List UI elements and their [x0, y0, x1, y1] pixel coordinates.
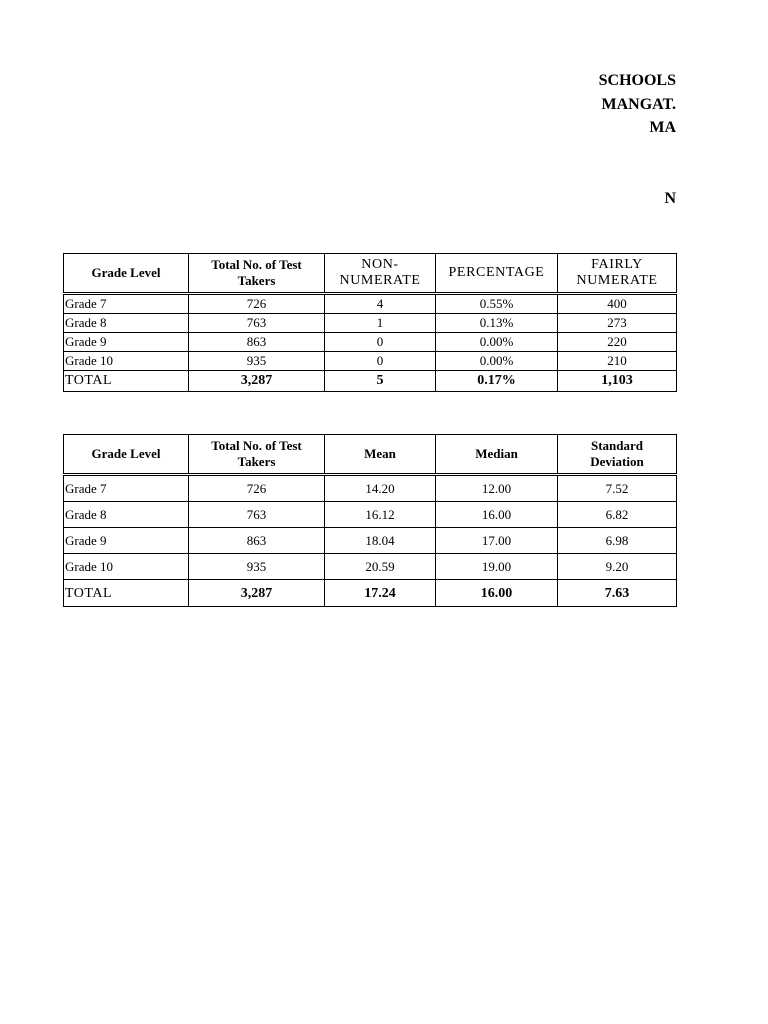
col-header-grade-level: Grade Level — [64, 435, 189, 475]
table-cell: 210 — [558, 352, 677, 371]
score-statistics-table — [63, 434, 677, 607]
header-line-1: SCHOOLS — [598, 72, 676, 89]
table-row — [64, 528, 677, 554]
table-cell: 863 — [189, 333, 325, 352]
table-cell: Grade 7 — [64, 475, 189, 502]
table-row — [64, 475, 677, 502]
col-header-percentage: PERCENTAGE — [436, 254, 558, 294]
table-cell: 17.00 — [436, 528, 558, 554]
total-row — [64, 371, 677, 392]
col-header-test-takers — [189, 435, 325, 475]
table-row — [64, 314, 677, 333]
total-cell: 1,103 — [558, 371, 677, 392]
table-cell: 763 — [189, 314, 325, 333]
header-line-4: N — [664, 190, 676, 207]
total-cell: 5 — [325, 371, 436, 392]
table-cell: 4 — [325, 294, 436, 314]
col-header-fairly-numerate — [558, 254, 677, 294]
table-row — [64, 333, 677, 352]
total-cell: 0.17% — [436, 371, 558, 392]
total-cell: 7.63 — [558, 580, 677, 607]
table-cell: 763 — [189, 502, 325, 528]
table-cell: Grade 8 — [64, 314, 189, 333]
table-cell: 19.00 — [436, 554, 558, 580]
table-cell: 0.13% — [436, 314, 558, 333]
table-cell: Grade 10 — [64, 352, 189, 371]
total-row — [64, 580, 677, 607]
table-cell: 9.20 — [558, 554, 677, 580]
col-header-test-takers — [189, 254, 325, 294]
table-header-row — [64, 435, 677, 475]
table-cell: Grade 9 — [64, 333, 189, 352]
col-header-standard-deviation — [558, 435, 677, 475]
table-cell: 12.00 — [436, 475, 558, 502]
table-cell: 0 — [325, 333, 436, 352]
table-cell: 1 — [325, 314, 436, 333]
table-cell: 726 — [189, 294, 325, 314]
table-cell: Grade 8 — [64, 502, 189, 528]
col-header-median: Median — [436, 435, 558, 475]
table-cell: 935 — [189, 554, 325, 580]
total-cell: 17.24 — [325, 580, 436, 607]
table-cell: 0.00% — [436, 333, 558, 352]
table-cell: 0.55% — [436, 294, 558, 314]
total-cell: 16.00 — [436, 580, 558, 607]
total-cell: 3,287 — [189, 580, 325, 607]
table-row — [64, 502, 677, 528]
table-cell: 220 — [558, 333, 677, 352]
table-cell: 18.04 — [325, 528, 436, 554]
table-row — [64, 294, 677, 314]
col-header-line: NON- — [361, 257, 399, 272]
table-cell: Grade 9 — [64, 528, 189, 554]
table-cell: Grade 10 — [64, 554, 189, 580]
table-cell: 0 — [325, 352, 436, 371]
table-cell: 726 — [189, 475, 325, 502]
table-cell: 20.59 — [325, 554, 436, 580]
numeracy-table — [63, 253, 677, 392]
col-header-non-numerate — [325, 254, 436, 294]
col-header-line: Deviation — [590, 454, 644, 469]
table-cell: 14.20 — [325, 475, 436, 502]
table-cell: 7.52 — [558, 475, 677, 502]
table-cell: 0.00% — [436, 352, 558, 371]
table-row — [64, 352, 677, 371]
col-header-line: Takers — [237, 273, 276, 288]
table-header-row — [64, 254, 677, 294]
table-cell: 273 — [558, 314, 677, 333]
table-cell: 863 — [189, 528, 325, 554]
header-line-2: MANGAT. — [601, 96, 676, 113]
table-row — [64, 554, 677, 580]
table-cell: 6.82 — [558, 502, 677, 528]
col-header-mean: Mean — [325, 435, 436, 475]
total-cell: TOTAL — [64, 580, 189, 607]
table-cell: 16.12 — [325, 502, 436, 528]
col-header-line: NUMERATE — [576, 273, 658, 288]
col-header-line: FAIRLY — [591, 257, 643, 272]
col-header-line: Total No. of Test — [211, 257, 302, 272]
header-line-3: MA — [649, 119, 676, 136]
table-cell: 935 — [189, 352, 325, 371]
col-header-line: Total No. of Test — [211, 438, 302, 453]
table-cell: 6.98 — [558, 528, 677, 554]
col-header-line: Standard — [590, 438, 644, 453]
table-cell: 16.00 — [436, 502, 558, 528]
col-header-line: Takers — [237, 454, 276, 469]
table-cell: Grade 7 — [64, 294, 189, 314]
col-header-line: NUMERATE — [339, 273, 421, 288]
total-cell: 3,287 — [189, 371, 325, 392]
total-cell: TOTAL — [64, 371, 189, 392]
col-header-grade-level: Grade Level — [64, 254, 189, 294]
table-cell: 400 — [558, 294, 677, 314]
